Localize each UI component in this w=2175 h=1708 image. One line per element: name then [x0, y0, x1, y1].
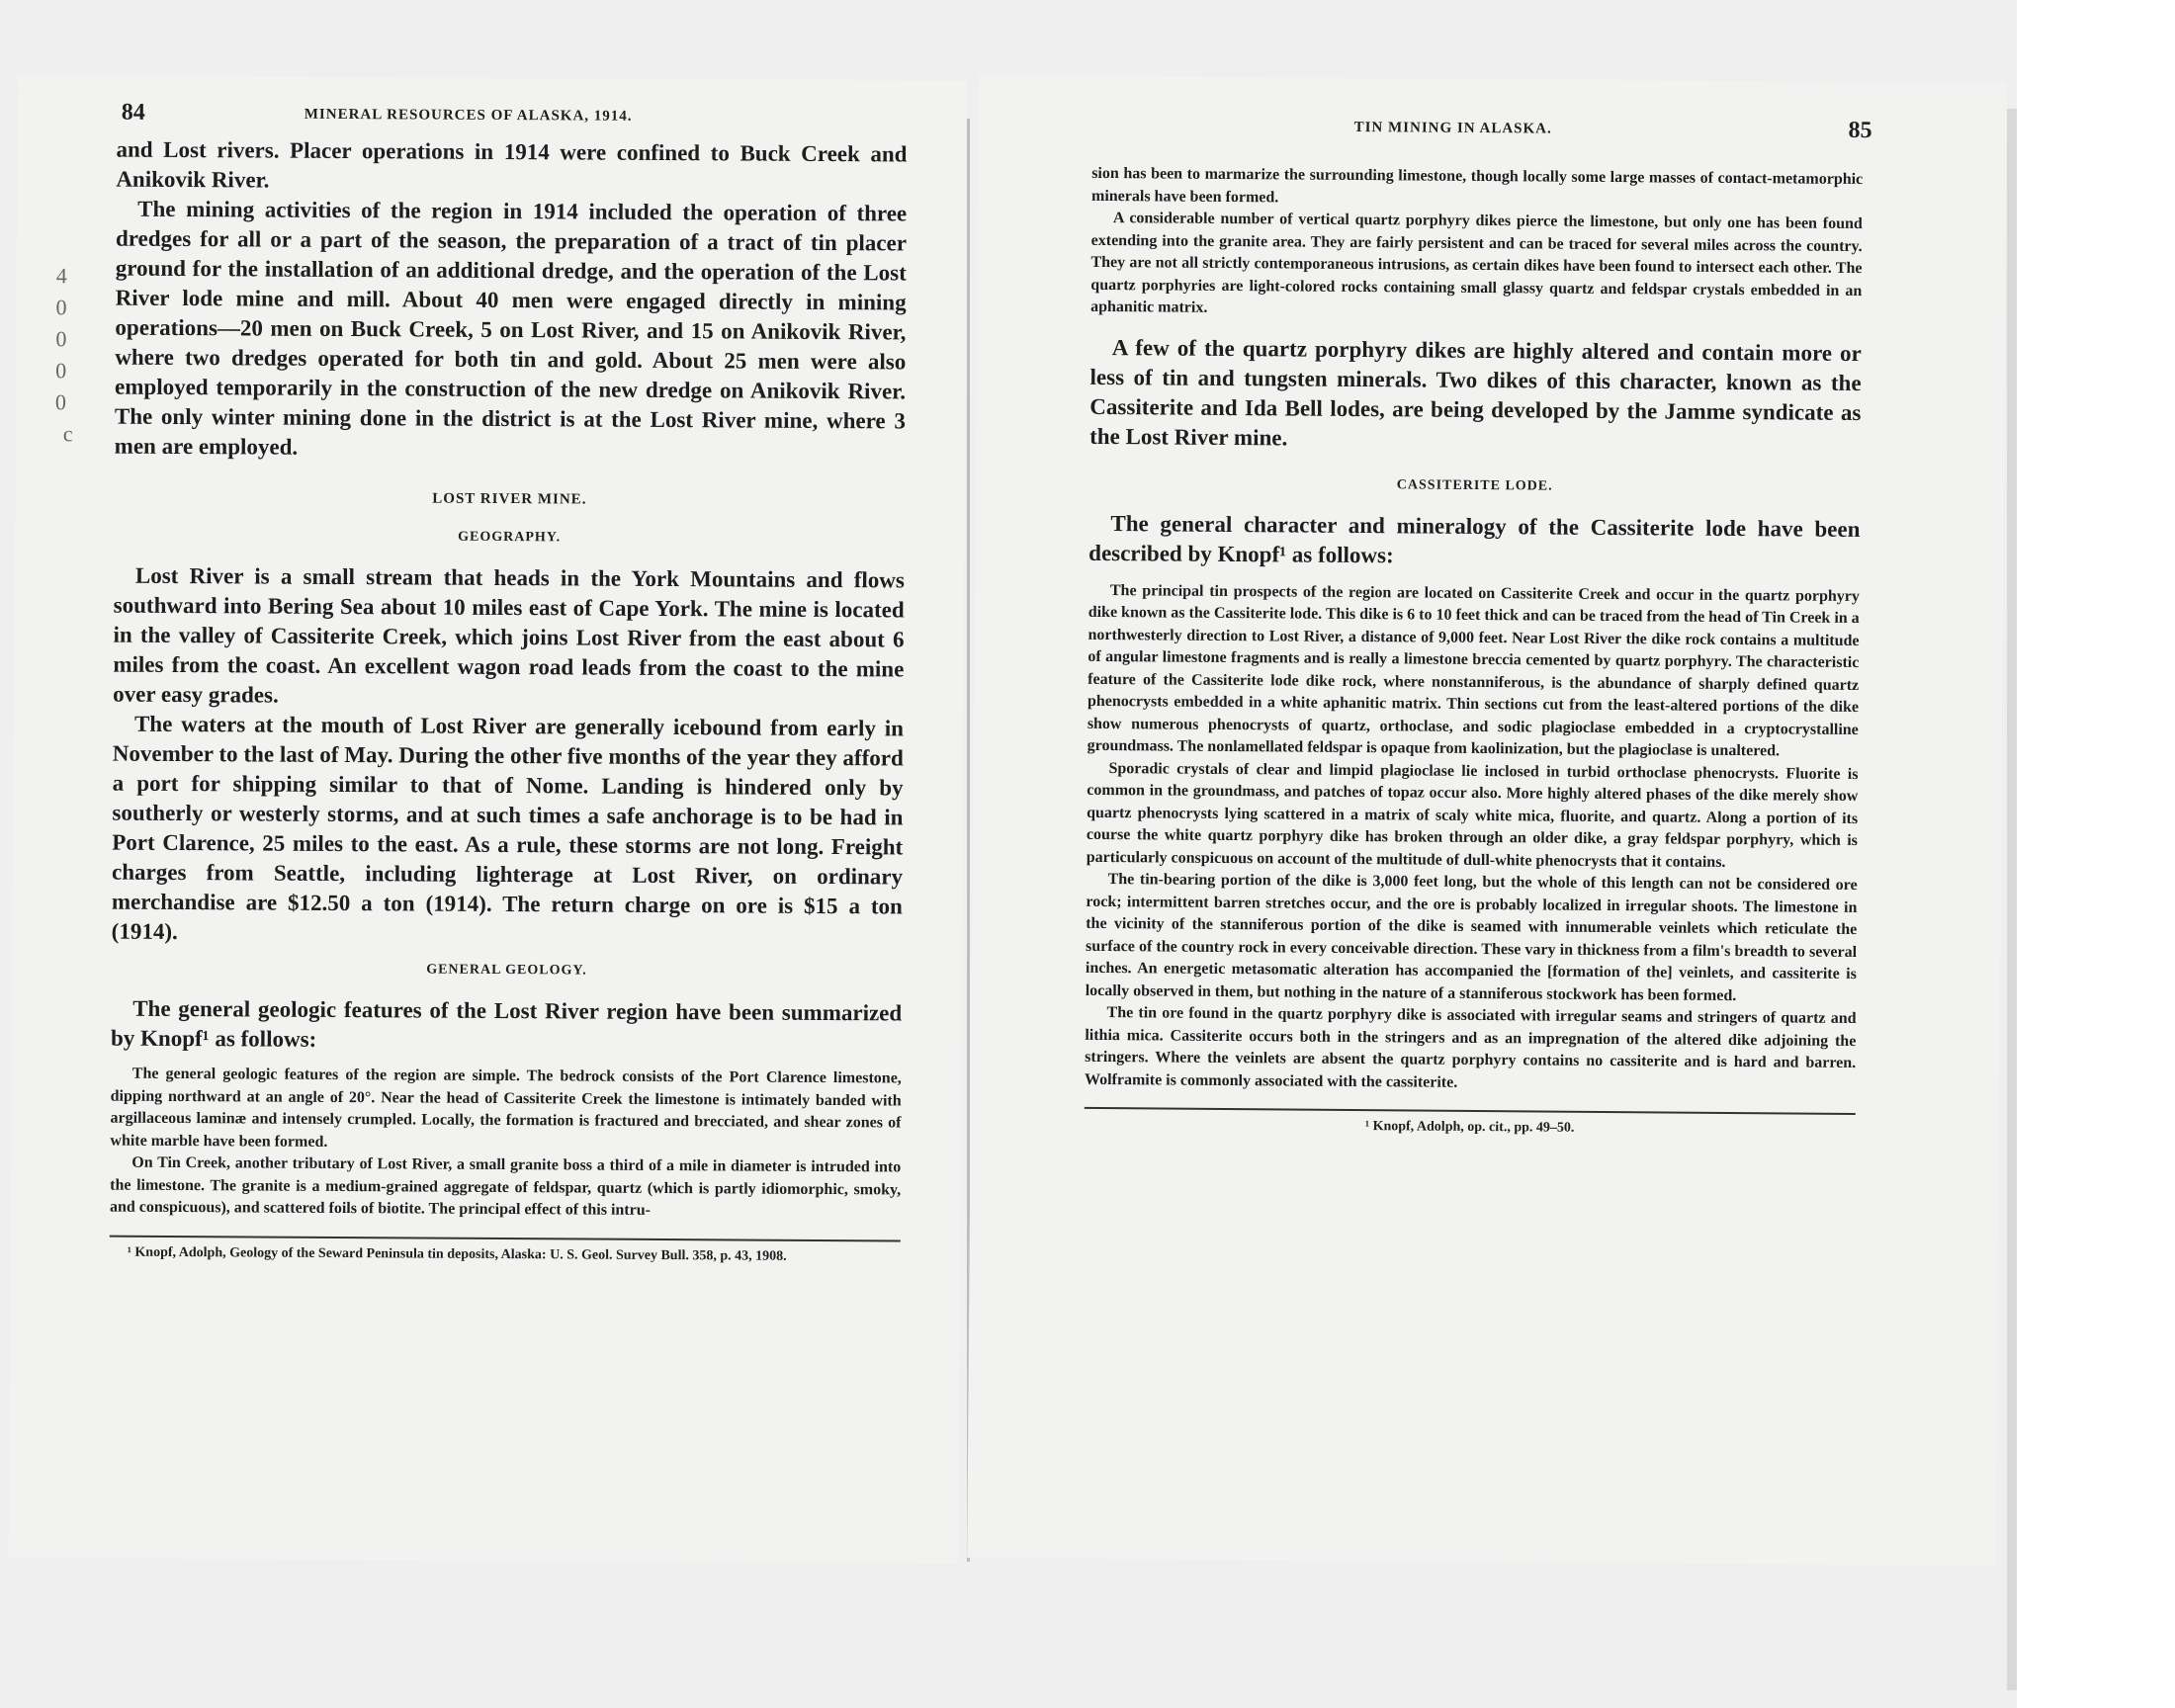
left-text-column [110, 135, 908, 1266]
margin-mark: 4 [55, 263, 67, 289]
paragraph: Lost River is a small stream that heads in the York Mountains and flows southward into Bering Sea about 10 miles east of Cape York. The mine is located in the valley of Cassiterite Creek, which joins Lost River from the east about 6 miles from the coast. An excellent wagon road leads from the coast to the mine over easy grades. [113, 562, 905, 708]
subsection-heading: GEOGRAPHY. [458, 529, 562, 546]
footnote-rule [1085, 1107, 1856, 1115]
margin-mark: 0 [55, 326, 67, 352]
margin-mark: c [62, 421, 73, 447]
paragraph: The general character and mineralogy of the Cassiterite lode have been described by Knopf¹ as follows: [1088, 510, 1861, 567]
page-number: 84 [121, 99, 145, 126]
quoted-paragraph: On Tin Creek, another tributary of Lost River, a small granite boss a third of a mile in diameter is intruded into the limestone. The granite is a medium-grained aggregate of feldspar, quartz (which is partly idiomorphic, smoky, and conspicuous), and scattered foils of biotite. The principal effect of this intru- [109, 1153, 902, 1219]
quoted-paragraph: The tin ore found in the quartz porphyry dike is associated with irregular seams and stringers of quartz and lithia mica. Cassiterite occurs both in the stringers and as an impregnation of the altered dike adjoining the stringers. Where the veinlets are absent the quartz porphyry contains no cassiterite and is hard and barren. Wolframite is commonly associated with the cassiterite. [1084, 1004, 1857, 1091]
scan-edge [2007, 109, 2017, 1690]
quoted-paragraph: The principal tin prospects of the region are located on Cassiterite Creek and occur in the quartz porphyry dike known as the Cassiterite lode. This dike is 6 to 10 feet thick and can be traced from the head of Tin Creek in a northwesterly direction to Lost River, a distance of 9,000 feet. Near Lost River the dike rock contains a multitude of angular limestone fragments and is really a limestone breccia cemented by quartz porphyry. The characteristic feature of the Cassiterite lode dike rock, where nonstanniferous, is the abundance of sharply defined quartz phenocrysts embedded in a white aphanitic matrix. Thin sections cut from the least-altered portions of the dike show numerous phenocrysts of quartz, orthoclase, and sodic plagioclase embedded in a cryptocrystalline groundmass. The nonlamellated feldspar is opaque from kaolinization, but the plagioclase is unaltered. [1087, 581, 1860, 760]
right-page [967, 75, 2007, 1566]
margin-mark: 0 [55, 358, 67, 384]
right-text-column [1085, 163, 1864, 1140]
running-head: MINERAL RESOURCES OF ALASKA, 1914. [304, 106, 633, 125]
quoted-paragraph: sion has been to marmarize the surrounding limestone, though locally some large masses of contact-metamorphic minerals have been formed. [1090, 164, 1864, 206]
paragraph: The waters at the mouth of Lost River are generally icebound from early in November to the last of May. During the other five months of the year they afford a port for shipping similar to that of Nome. Landing is hindered only by southerly or westerly storms, and at such times a safe anchorage is to be had in Port Clarence, 25 miles to the east. As a rule, these storms are not long. Freight charges from Seattle, including lighterage at Lost River, on ordinary merchandise are $12.50 a ton (1914). The return charge on ore is $15 a ton (1914). [111, 711, 905, 945]
left-page [9, 75, 967, 1564]
paragraph: A few of the quartz porphyry dikes are highly altered and contain more or less of tin and tungsten minerals. Two dikes of this character, known as the Cassiterite and Ida Bell lodes, are being developed by the Jamme syndicate as the Lost River mine. [1089, 334, 1862, 450]
footnote: ¹ Knopf, Adolph, Geology of the Seward Peninsula tin deposits, Alaska: U. S. Geol. Survey Bull. 358, p. 43, 1908. [127, 1244, 787, 1264]
section-heading: CASSITERITE LODE. [1396, 476, 1553, 494]
paragraph: The mining activities of the region in 1914 included the operation of three dredges for all or a part of the season, the preparation of a tract of tin placer ground for the installation of an additional dredge, and the operation of the Lost River lode mine and mill. About 40 men were engaged directly in mining operations—20 men on Buck Creek, 5 on Lost River, and 15 on Anikovik River, where two dredges operated for both tin and gold. About 25 men were also employed temporarily in the construction of the new dredge on Anikovik River. The only winter mining done in the district is at the Lost River mine, where 3 men are employed. [114, 196, 908, 460]
quoted-paragraph: A considerable number of vertical quartz porphyry dikes pierce the limestone, but only one has been found extending into the granite area. They are fairly persistent and can be traced for several miles across the country. They are not all strictly contemporaneous intrusions, as certain dikes have been found to intersect each other. The quartz porphyries are light-colored rocks containing small glassy quartz and feldspar crystals embedded in an aphanitic matrix. [1090, 210, 1863, 316]
section-heading: LOST RIVER MINE. [432, 490, 587, 508]
margin-mark: 0 [54, 389, 67, 415]
paragraph: The general geologic features of the Lost River region have been summarized by Knopf¹ as follows: [110, 995, 903, 1052]
footnote: ¹ Knopf, Adolph, op. cit., pp. 49–50. [1364, 1119, 1575, 1136]
footnote-rule [110, 1235, 901, 1241]
paragraph: and Lost rivers. Placer operations in 1914 were confined to Buck Creek and Anikovik River. [116, 136, 908, 193]
page-number: 85 [1848, 117, 1872, 144]
quoted-paragraph: The tin-bearing portion of the dike is 3,000 feet long, but the whole of this length can not be considered ore rock; intermittent barren stretches occur, and the ore is probably localized in irregular shoots. The limestone in the vicinity of the stanniferous portion of the dike is seamed with innumerable veinlets which reticulate the surface of the country rock in every conceivable direction. These vary in thickness from a film's breadth to several inches. An energetic metasomatic alteration has accompanied the [formation of the] veinlets, and cassiterite is locally observed in them, but nothing in the nature of a stanniferous stockwork has been formed. [1085, 871, 1858, 1004]
quoted-paragraph: The general geologic features of the region are simple. The bedrock consists of the Port Clarence limestone, dipping northward at an angle of 20°. Near the head of Cassiterite Creek the limestone is intimately banded with argillaceous laminæ and intensely crumpled. Locally, the formation is fractured and brecciated, and shear zones of white marble have been formed. [110, 1065, 902, 1151]
running-head: TIN MINING IN ALASKA. [1353, 119, 1552, 137]
subsection-heading: GENERAL GEOLOGY. [426, 962, 587, 979]
margin-mark: 0 [55, 295, 67, 320]
quoted-paragraph: Sporadic crystals of clear and limpid plagioclase lie inclosed in turbid orthoclase phenocrysts. Fluorite is common in the groundmass, and patches of topaz occur also. More highly altered phases of the dike merely show quartz phenocrysts lying scattered in a matrix of scaly white mica, fluorite, and quartz. Along a portion of its course the white quartz porphyry dike has broken through an older dike, a gray feldspar porphyry, which is particularly conspicuous on account of the multitude of dull-white phenocrysts that it contains. [1086, 759, 1859, 871]
